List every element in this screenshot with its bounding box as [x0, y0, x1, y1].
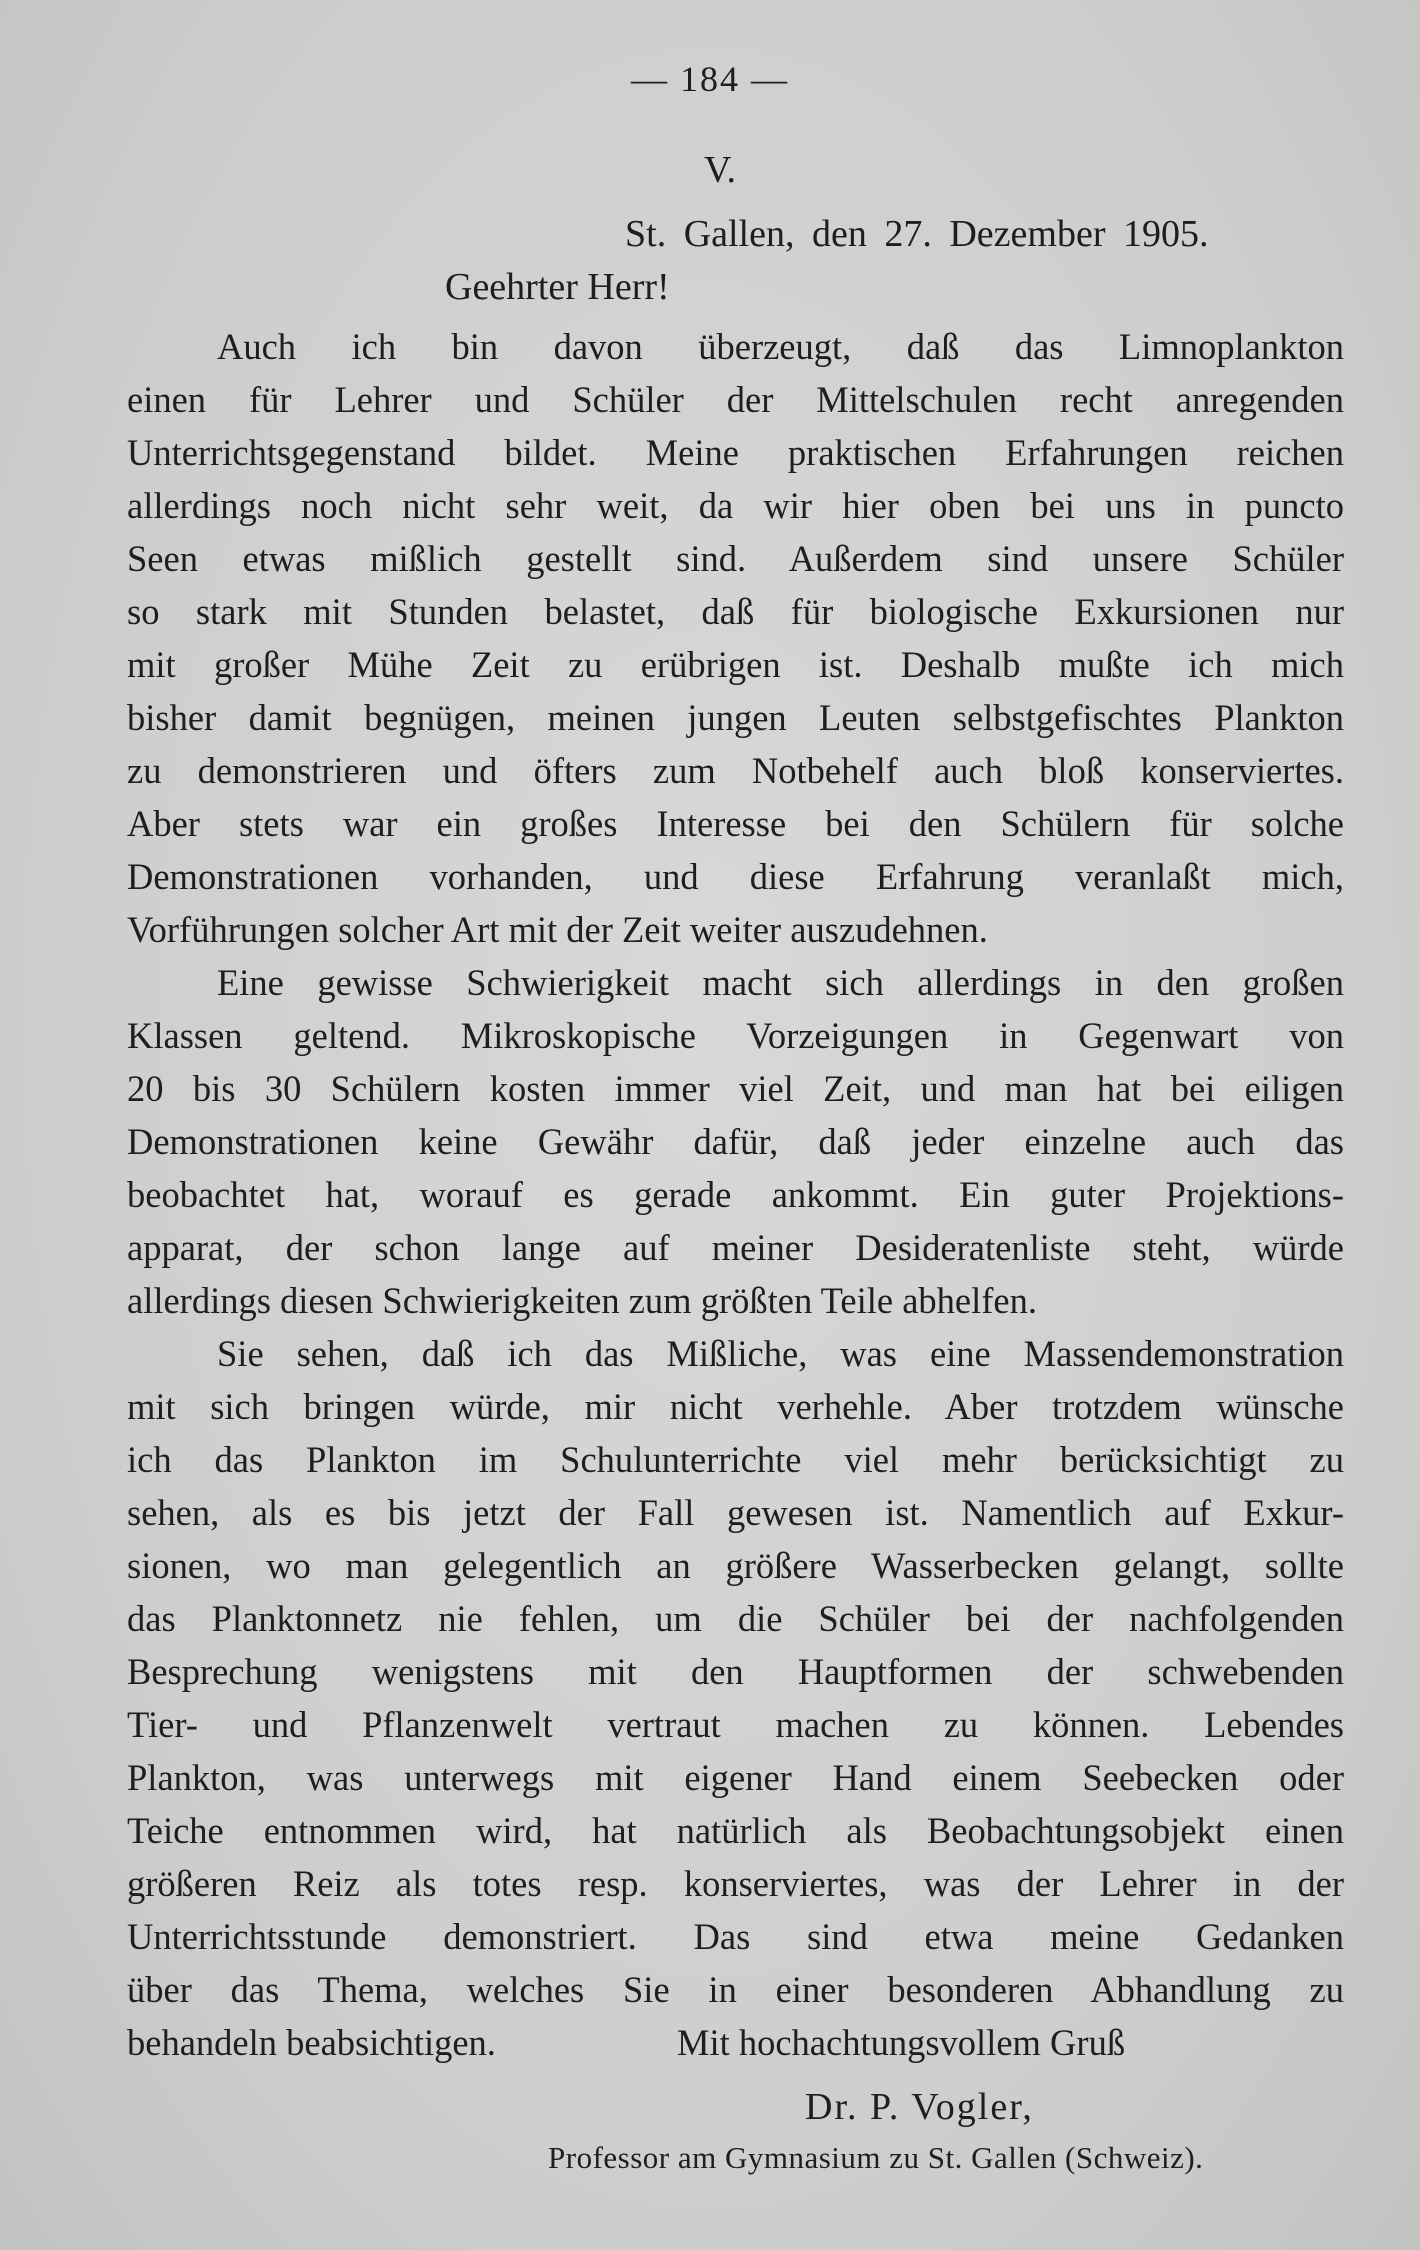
text-line: so stark mit Stunden belastet, daß für biologische Exkursionen nur — [127, 591, 1344, 632]
text-line: einen für Lehrer und Schüler der Mittelschulen recht anregenden — [127, 379, 1344, 420]
text-line: Demonstrationen vorhanden, und diese Erfahrung veranlaßt mich, — [127, 856, 1344, 897]
text-line: Eine gewisse Schwierigkeit macht sich allerdings in den großen — [217, 962, 1344, 1003]
text-line: das Planktonnetz nie fehlen, um die Schüler bei der nachfolgenden — [127, 1598, 1344, 1639]
letter-salutation: Geehrter Herr! — [445, 266, 670, 308]
text-line: ich das Plankton im Schulunterrichte viel mehr berücksichtigt zu — [127, 1439, 1344, 1480]
letter-dateline: St. Gallen, den 27. Dezember 1905. — [625, 213, 1209, 255]
text-line: sionen, wo man gelegentlich an größere Wasserbecken gelangt, sollte — [127, 1545, 1344, 1586]
text-line: zu demonstrieren und öfters zum Notbehelf auch bloß konserviertes. — [127, 750, 1344, 791]
text-line: Sie sehen, daß ich das Mißliche, was eine Massendemonstration — [217, 1333, 1344, 1374]
text-line: Klassen geltend. Mikroskopische Vorzeigungen in Gegenwart von — [127, 1015, 1344, 1056]
text-line: Auch ich bin davon überzeugt, daß das Limnoplankton — [217, 326, 1344, 367]
closing-line — [127, 2016, 1344, 2069]
text-line: mit großer Mühe Zeit zu erübrigen ist. Deshalb mußte ich mich — [127, 644, 1344, 685]
signature: Dr. P. Vogler, — [805, 2086, 1034, 2128]
text-line: über das Thema, welches Sie in einer besonderen Abhandlung zu — [127, 1969, 1344, 2010]
text-line: apparat, der schon lange auf meiner Desideratenliste steht, würde — [127, 1227, 1344, 1268]
section-numeral: V. — [703, 149, 737, 191]
text-line: Unterrichtsstunde demonstriert. Das sind etwa meine Gedanken — [127, 1916, 1344, 1957]
text-line: Plankton, was unterwegs mit eigener Hand einem Seebecken oder — [127, 1757, 1344, 1798]
text-line: größeren Reiz als totes resp. konserviertes, was der Lehrer in der — [127, 1863, 1344, 1904]
text-line: beobachtet hat, worauf es gerade ankommt. Ein guter Projektions- — [127, 1174, 1344, 1215]
text-line: sehen, als es bis jetzt der Fall gewesen ist. Namentlich auf Exkur- — [127, 1492, 1344, 1533]
text-line: Demonstrationen keine Gewähr dafür, daß jeder einzelne auch das — [127, 1121, 1344, 1162]
text-line: allerdings noch nicht sehr weit, da wir hier oben bei uns in puncto — [127, 485, 1344, 526]
text-line: Tier- und Pflanzenwelt vertraut machen zu können. Lebendes — [127, 1704, 1344, 1745]
closing-line-text: behandeln beabsichtigen. — [127, 2022, 496, 2063]
text-line: Vorführungen solcher Art mit der Zeit weiter auszudehnen. — [127, 909, 988, 950]
text-line: Besprechung wenigstens mit den Hauptformen der schwebenden — [127, 1651, 1344, 1692]
text-line: Seen etwas mißlich gestellt sind. Außerdem sind unsere Schüler — [127, 538, 1344, 579]
letter-body — [127, 320, 1344, 2069]
text-line: allerdings diesen Schwierigkeiten zum größten Teile abhelfen. — [127, 1280, 1037, 1321]
text-line: 20 bis 30 Schülern kosten immer viel Zeit, und man hat bei eiligen — [127, 1068, 1344, 1109]
text-line: Aber stets war ein großes Interesse bei den Schülern für solche — [127, 803, 1344, 844]
text-line: Unterrichtsgegenstand bildet. Meine praktischen Erfahrungen reichen — [127, 432, 1344, 473]
text-line: Teiche entnommen wird, hat natürlich als Beobachtungsobjekt einen — [127, 1810, 1344, 1851]
text-line: bisher damit begnügen, meinen jungen Leuten selbstgefischtes Plankton — [127, 697, 1344, 738]
closing-formula: Mit hochachtungsvollem Gruß — [677, 2022, 1126, 2063]
page-number: — 184 — — [631, 59, 789, 99]
text-line: mit sich bringen würde, mir nicht verhehle. Aber trotzdem wünsche — [127, 1386, 1344, 1427]
signer-title: Professor am Gymnasium zu St. Gallen (Schweiz). — [548, 2140, 1204, 2175]
